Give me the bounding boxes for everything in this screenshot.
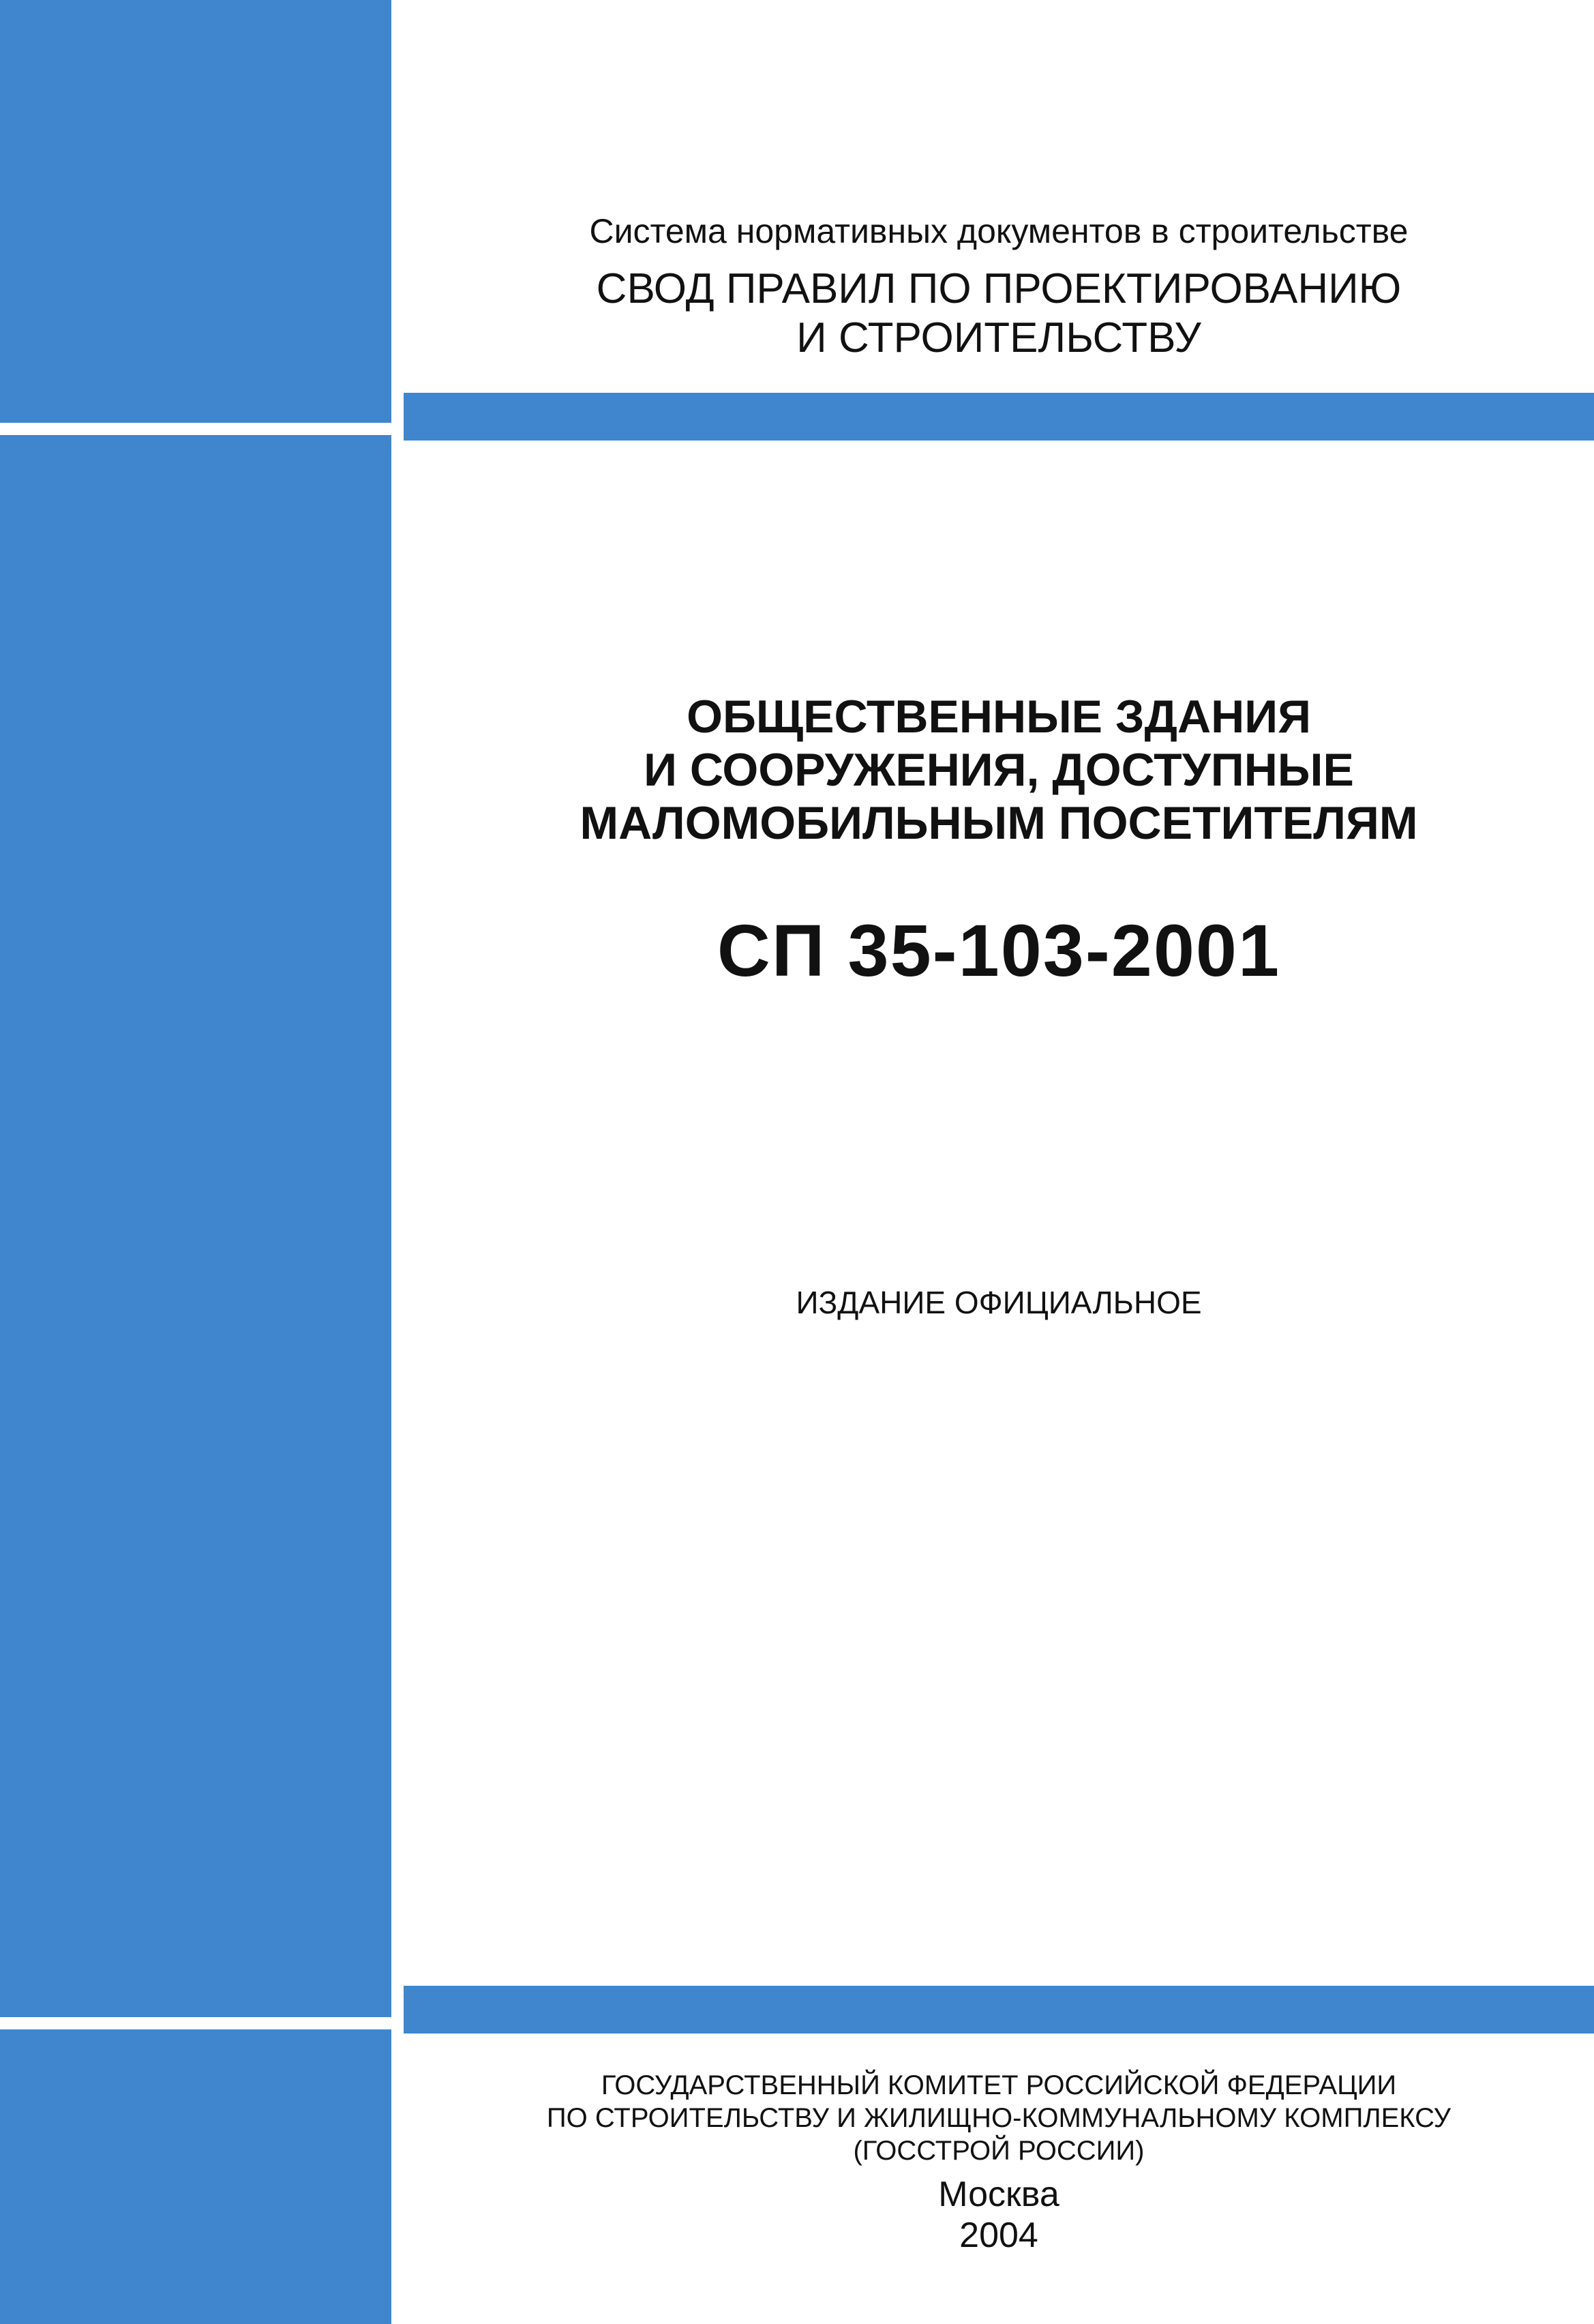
publisher-line-3: (ГОССТРОЙ РОССИИ) [853, 2136, 1145, 2166]
white-divider-line [391, 0, 404, 2324]
document-title-line-2: И СООРУЖЕНИЯ, ДОСТУПНЫЕ [644, 744, 1354, 796]
bottom-band-gap [0, 2017, 404, 2029]
code-title-line-1: СВОД ПРАВИЛ ПО ПРОЕКТИРОВАНИЮ [596, 265, 1402, 312]
top-blue-band [404, 393, 1594, 441]
document-title [404, 690, 1594, 850]
publication-city: Москва [938, 2175, 1059, 2214]
bottom-blue-band [404, 1986, 1594, 2034]
top-band-gap [0, 423, 404, 435]
document-title-line-3: МАЛОМОБИЛЬНЫМ ПОСЕТИТЕЛЯМ [580, 797, 1418, 849]
document-title-line-1: ОБЩЕСТВЕННЫЕ ЗДАНИЯ [687, 691, 1311, 743]
publisher-line-2: ПО СТРОИТЕЛЬСТВУ И ЖИЛИЩНО-КОММУНАЛЬНОМУ КОМПЛЕКСУ [546, 2103, 1452, 2133]
publication-year: 2004 [959, 2216, 1038, 2255]
left-blue-strip [0, 0, 404, 2324]
document-number: СП 35-103-2001 [717, 909, 1281, 992]
edition-label: ИЗДАНИЕ ОФИЦИАЛЬНОЕ [796, 1285, 1202, 1320]
publisher-line-1: ГОСУДАРСТВЕННЫЙ КОМИТЕТ РОССИЙСКОЙ ФЕДЕРАЦИИ [601, 2070, 1397, 2100]
code-title [404, 265, 1594, 363]
publisher-block [404, 2069, 1594, 2167]
system-line: Система нормативных документов в строительстве [589, 212, 1409, 250]
code-title-line-2: И СТРОИТЕЛЬСТВУ [796, 314, 1201, 361]
